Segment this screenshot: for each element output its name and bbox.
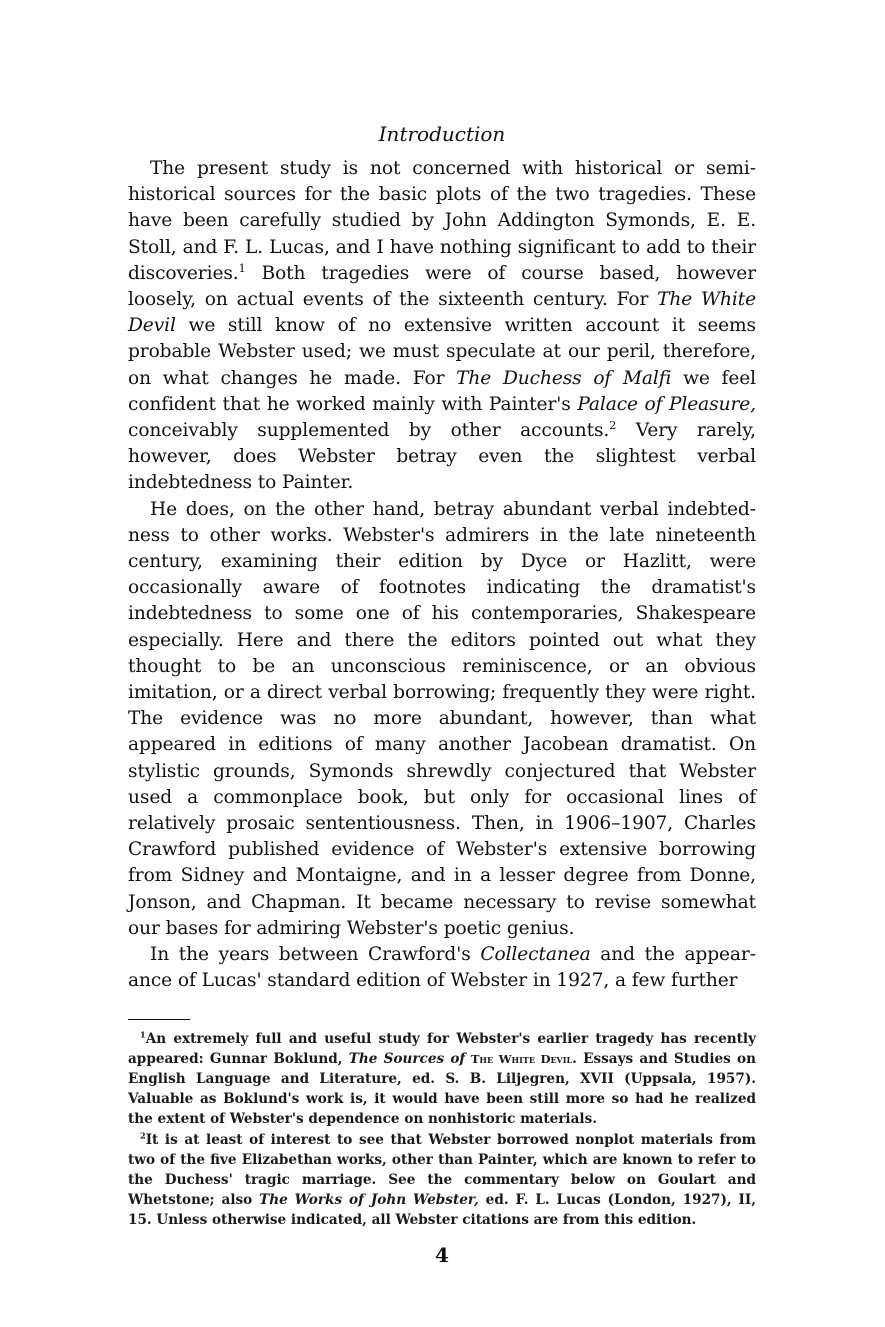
- fn1-small-caps-title: The White Devil: [465, 1051, 573, 1066]
- p3-text-b: and the appearance of Lucas' standard edition of Webster in 1927, a few further: [128, 944, 757, 992]
- footnote-ref-1: 1: [238, 261, 246, 275]
- p1-text-f: Very rarely, however, does Webster betray even the slightest verbal indebtedness to Painter.: [128, 420, 756, 494]
- p1-text-d: we feel confident that he worked mainly with Painter's: [128, 367, 756, 415]
- p1-text-a: The present study is not concerned with historical or semihistorical sources for the basic plots of the two tragedies. These have been carefully studied by John Addington Symonds, E. E. Stoll, and F. L. Lucas, and I have nothing significant to add to their discoveries.: [128, 158, 756, 284]
- paragraph-1: [128, 156, 756, 497]
- running-head: Introduction: [378, 122, 506, 146]
- fn2-text-a: It is at least of interest to see that Webster borrowed nonplot materials from two of the five Elizabethan works, other than Painter, which are known to refer to the Duchess' tragic marriage. See the commentary below on Goulart and Whetstone; also: [128, 1131, 756, 1209]
- footnote-rule: [128, 1019, 190, 1020]
- p1-text-c: we still know of no extensive written account it seems probable Webster used; we must speculate at our peril, therefore, on what changes he made. For: [128, 315, 756, 389]
- fn1-text-a: An extremely full and useful study for Webster's earlier tragedy has recently appeared: Gunnar Boklund,: [128, 1030, 756, 1067]
- p1-text-e: conceivably supplemented by other accounts.: [128, 420, 610, 442]
- footnotes: [128, 1029, 756, 1231]
- p3-text-a: In the years between Crawford's: [150, 944, 481, 966]
- body-text: [128, 156, 756, 995]
- page: [128, 120, 756, 1267]
- footnote-1-mark: 1: [140, 1028, 146, 1039]
- paragraph-3: [128, 942, 756, 994]
- p1-text-b: Both tragedies were of course based, however loosely, on actual events of the sixteenth century. For: [128, 262, 756, 311]
- title-duchess-of-malfi: The Duchess of Malfi: [456, 367, 672, 389]
- fn1-text-b: . Essays and Studies on English Language and Literature, ed. S. B. Liljegren, XVII (Uppsala, 1957). Valuable as Boklund's work is, it would have been still more so had he realized the extent of Webster's dependence on nonhistoric materials.: [128, 1050, 756, 1128]
- footnote-ref-2: 2: [609, 418, 617, 432]
- page-number: 4: [435, 1242, 449, 1267]
- footnote-2: [128, 1130, 756, 1231]
- footnote-2-mark: 2: [140, 1129, 146, 1140]
- paragraph-2: He does, on the other hand, betray abundant verbal indebtedness to other works. Webster's admirers in the late nineteenth century, examining their edition by Dyce or Hazlitt, were occasionally aware of footnotes indicating the dramatist's indebtedness to some one of his contemporaries, Shakespeare especially. Here and there the editors pointed out what they thought to be an unconscious reminiscence, or an obvious imitation, or a direct verbal borrowing; frequently they were right. The evidence was no more abundant, however, than what appeared in editions of many another Jacobean dramatist. On stylistic grounds, Symonds shrewdly conjectured that Webster used a commonplace book, but only for occasional lines of relatively prosaic sententiousness. Then, in 1906–1907, Charles Crawford published evidence of Webster's extensive borrowing from Sidney and Montaigne, and in a lesser degree from Donne, Jonson, and Chapman. It became necessary to revise somewhat our bases for admiring Webster's poetic genius.: [128, 498, 756, 939]
- fn2-text-b: ed. F. L. Lucas (London, 1927), II, 15. Unless otherwise indicated, all Webster citations are from this edition.: [128, 1192, 756, 1229]
- fn1-title: The Sources of: [348, 1050, 466, 1067]
- title-collectanea: Collectanea: [480, 944, 591, 966]
- footnote-1: [128, 1029, 756, 1130]
- title-white-devil: The White Devil: [128, 289, 756, 337]
- title-palace-of-pleasure: Palace of Pleasure,: [577, 393, 756, 415]
- fn2-title: The Works of John Webster,: [259, 1192, 479, 1209]
